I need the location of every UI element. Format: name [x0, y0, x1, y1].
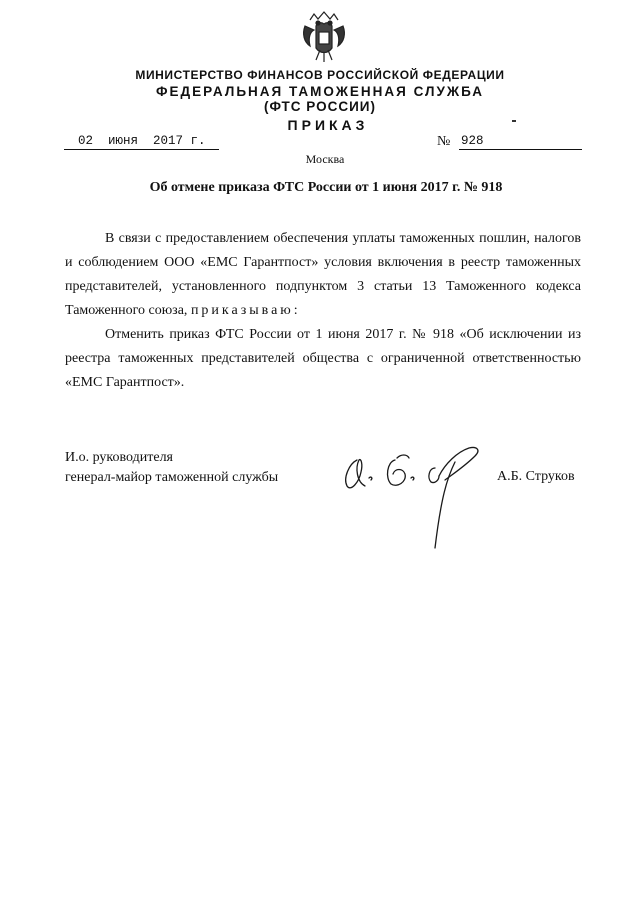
handwritten-signature [335, 438, 495, 556]
paragraph-grounds-text: В связи с предоставлением обеспечения уплаты таможенных пошлин, налогов и соблюдением ООО «ЕМС Гарантпост» условия включения в реестр таможенных представителей, установленного подпунктом 3 статьи 13 Таможенного кодекса Таможенного союза, [65, 231, 581, 318]
signatory-position [65, 448, 278, 488]
service-abbreviation: (ФТС РОССИИ) [264, 99, 376, 114]
coat-of-arms-icon [298, 10, 350, 64]
order-number-label: № [437, 134, 451, 149]
order-number: 928 [459, 134, 582, 150]
paragraph-decision: Отменить приказ ФТС России от 1 июня 2017 г. № 918 «Об исключении из реестра таможенных представителей общества с ограниченной ответственностью «ЕМС Гарантпост». [65, 327, 581, 390]
ministry-name: МИНИСТЕРСТВО ФИНАНСОВ РОССИЙСКОЙ ФЕДЕРАЦИИ [135, 68, 505, 82]
city: Москва [305, 152, 345, 166]
document-type: ПРИКАЗ [287, 117, 369, 133]
signatory-position-line1: И.о. руководителя [65, 450, 174, 465]
stray-mark [512, 120, 516, 122]
order-word: приказываю: [190, 303, 301, 318]
order-date: 02 июня 2017 г. [64, 134, 219, 150]
signatory-name: А.Б. Струков [497, 469, 575, 484]
order-title: Об отмене приказа ФТС России от 1 июня 2017 г. № 918 [149, 180, 503, 195]
service-name: ФЕДЕРАЛЬНАЯ ТАМОЖЕННАЯ СЛУЖБА [155, 84, 485, 99]
signatory-position-line2: генерал-майор таможенной службы [65, 470, 279, 485]
paragraph-grounds [65, 227, 581, 323]
